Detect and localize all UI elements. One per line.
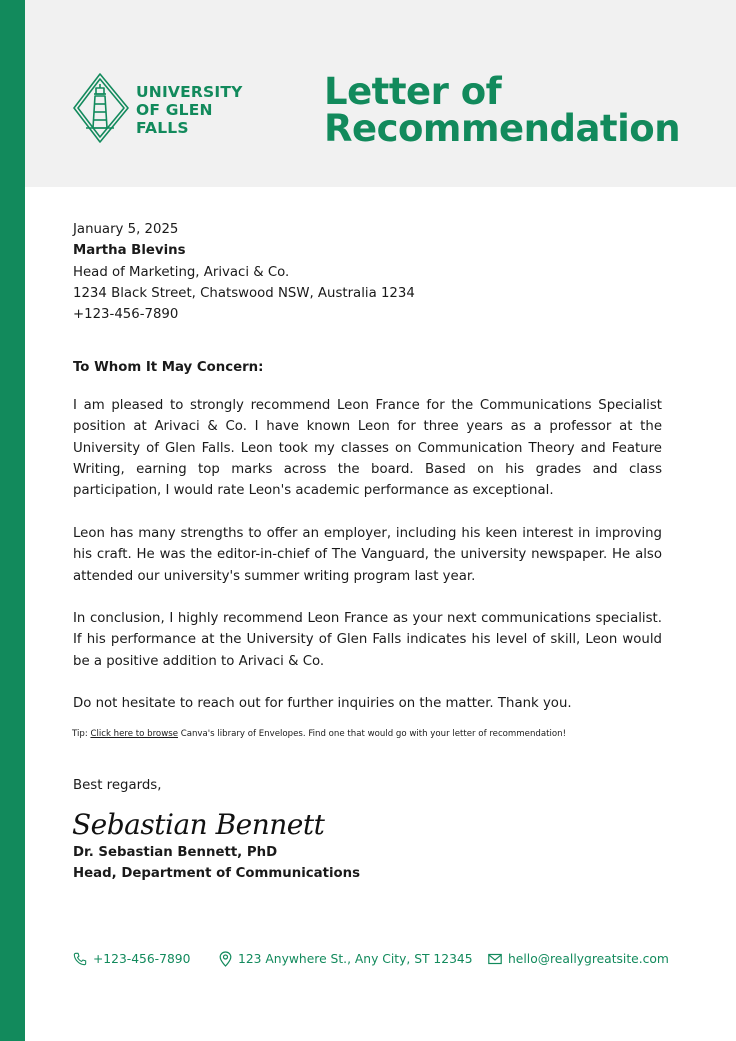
browse-envelopes-link[interactable]: Click here to browse [90, 729, 178, 739]
document-title [324, 70, 681, 150]
signature-text: Sebastian Bennett [72, 808, 325, 841]
body-paragraph: In conclusion, I highly recommend Leon France as your next communications specialist. If his performance at the University of Glen Falls indicates his level of skill, Leon would be a positive addition to Arivaci & Co. [73, 611, 662, 669]
recipient-block [73, 219, 662, 325]
signer-title: Head, Department of Communications [73, 866, 361, 881]
letter-date: January 5, 2025 [73, 222, 179, 237]
closing: Best regards, [73, 778, 162, 793]
footer-email [488, 950, 669, 968]
footer-address [219, 950, 473, 968]
phone-icon [73, 952, 87, 966]
university-name-line: FALLS [136, 119, 189, 137]
tip-text: Canva's library of Envelopes. Find one that would go with your letter of recommendation! [177, 729, 567, 739]
body-paragraph: Leon has many strengths to offer an employer, including his keen interest in improving his craft. He was the editor-in-chief of The Vanguard, the university newspaper. He also attended our university's summer writing program last year. [73, 526, 662, 584]
tip-line [72, 729, 566, 739]
salutation: To Whom It May Concern: [73, 360, 264, 375]
footer-email-text[interactable]: hello@reallygreatsite.com [508, 952, 669, 966]
body-paragraph: I am pleased to strongly recommend Leon France for the Communications Specialist position at Arivaci & Co. I have known Leon for three years as a professor at the University of Glen Falls. Leon took my classes on Communication Theory and Feature Writing, earning top marks across the board. Based on his grades and class participation, I would rate Leon's academic performance as exceptional. [73, 398, 662, 499]
tip-prefix: Tip: [72, 729, 91, 739]
recipient-address: 1234 Black Street, Chatswood NSW, Australia 1234 [73, 285, 415, 301]
location-pin-icon [219, 951, 232, 967]
signer-name: Dr. Sebastian Bennett, PhD [73, 845, 278, 860]
document-title-line: Letter of [324, 70, 502, 113]
footer-phone-text: +123-456-7890 [93, 952, 191, 966]
recipient-phone: +123-456-7890 [73, 307, 179, 323]
university-name-line: UNIVERSITY [136, 83, 243, 101]
recipient-name: Martha Blevins [73, 243, 186, 259]
handwritten-signature [72, 804, 325, 846]
recipient-position: Head of Marketing, Arivaci & Co. [73, 264, 290, 280]
lighthouse-diamond-icon [72, 72, 132, 146]
document-title-line: Recommendation [324, 107, 681, 150]
university-name [136, 83, 243, 137]
footer-address-text: 123 Anywhere St., Any City, ST 12345 [238, 952, 473, 966]
side-accent-bar [0, 0, 25, 1041]
university-name-line: OF GLEN [136, 101, 213, 119]
body-paragraph: Do not hesitate to reach out for further inquiries on the matter. Thank you. [73, 696, 572, 711]
footer-phone [73, 950, 190, 968]
envelope-icon [488, 953, 502, 965]
